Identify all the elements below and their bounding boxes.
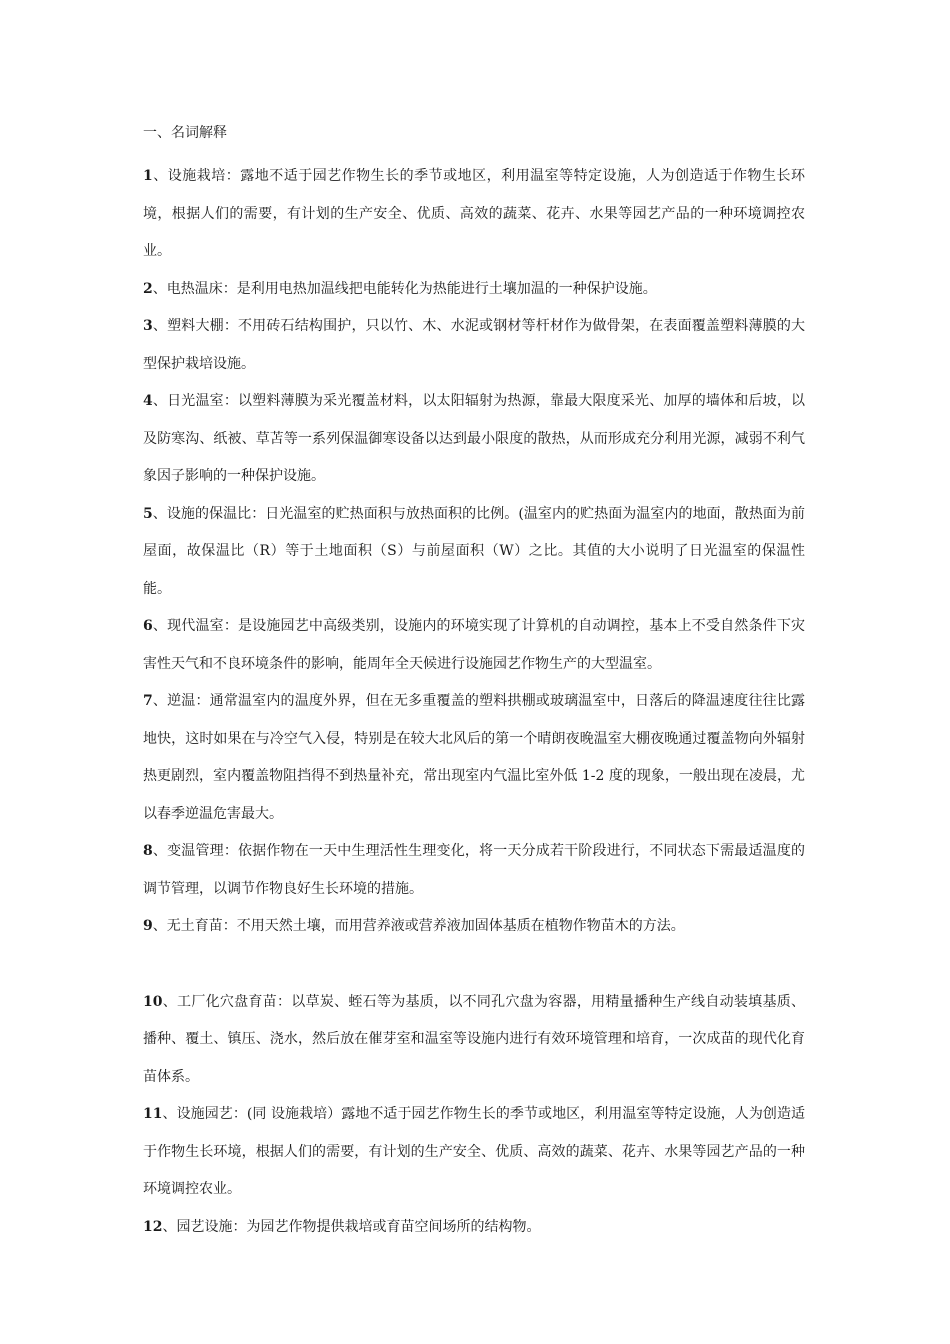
paragraph-gap [143,946,805,984]
entry-number: 5 [143,505,153,522]
definition-entry-12 [143,1209,805,1247]
entry-separator: 、 [152,843,168,859]
entry-text: 园艺设施：为园艺作物提供栽培或育苗空间场所的结构物。 [176,1218,541,1235]
document-page [143,122,805,1246]
entry-text: 设施的保温比：日光温室的贮热面积与放热面积的比例。(温室内的贮热面为温室内的地面，散热面为前屋面，故保温比（R）等于土地面积（S）与前屋面积（W）之比。其值的大小说明了日光温室的保温性能。 [143,505,805,597]
entry-text: 设施园艺：(同 设施栽培）露地不适于园艺作物生长的季节或地区，利用温室等特定设施，人为创造适于作物生长环境，根据人们的需要，有计划的生产安全、优质、高效的蔬菜、花卉、水果等园艺产品的一种环境调控农业。 [143,1106,806,1197]
definition-entry-10 [143,984,805,1097]
entry-text: 逆温：通常温室内的温度外界，但在无多重覆盖的塑料拱棚或玻璃温室中，日落后的降温速度往往比露地快，这时如果在与冷空气入侵，特别是在较大北风后的第一个晴朗夜晚温室大棚夜晚通过覆盖物向外辐射热更剧烈，室内覆盖物阻挡得不到热量补充，常出现室内气温比室外低 1-2 度的现象，一般出现在凌晨，尤以春季逆温危害最大。 [143,693,805,822]
definition-entry-7 [143,683,805,833]
entry-separator: 、 [152,693,168,709]
section-title: 一、名词解释 [143,125,227,141]
entry-text: 无土育苗：不用天然土壤，而用营养液或营养液加固体基质在植物作物苗木的方法。 [166,918,685,934]
entry-number: 9 [143,918,153,934]
definition-entry-1 [143,158,805,271]
definition-entry-8 [143,833,805,908]
definition-entry-11 [143,1096,805,1209]
definition-entry-2 [143,271,805,309]
entry-separator: 、 [162,1106,177,1122]
entry-text: 设施栽培：露地不适于园艺作物生长的季节或地区，利用温室等特定设施，人为创造适于作物生长环境，根据人们的需要，有计划的生产安全、优质、高效的蔬菜、花卉、水果等园艺产品的一种环境调控农业。 [143,168,806,259]
entry-separator: 、 [162,993,178,1010]
definition-entry-9 [143,908,805,946]
entry-text: 变温管理：依据作物在一天中生理活性生理变化，将一天分成若干阶段进行，不同状态下需最适温度的调节管理，以调节作物良好生长环境的措施。 [143,843,805,897]
entry-separator: 、 [152,168,168,184]
entry-number: 2 [143,280,153,297]
entry-number: 4 [143,393,153,409]
entry-text: 现代温室：是设施园艺中高级类别，设施内的环境实现了计算机的自动调控，基本上不受自然条件下灾害性天气和不良环境条件的影响，能周年全天候进行设施园艺作物生产的大型温室。 [143,618,805,672]
entry-separator: 、 [152,280,167,297]
entry-separator: 、 [152,318,168,334]
entry-number: 3 [143,318,153,334]
entry-number: 6 [143,618,153,634]
entry-separator: 、 [152,393,168,409]
entry-number: 11 [143,1106,163,1122]
entry-text: 日光温室：以塑料薄膜为采光覆盖材料，以太阳辐射为热源，靠最大限度采光、加厚的墙体和后坡，以及防寒沟、纸被、草苫等一系列保温御寒设备以达到最小限度的散热，从而形成充分利用光源，减弱不利气象因子影响的一种保护设施。 [143,393,805,484]
entry-number: 10 [143,993,163,1010]
entry-number: 8 [143,843,153,859]
entry-separator: 、 [152,505,167,522]
entry-separator: 、 [152,618,168,634]
entry-text: 工厂化穴盘育苗：以草炭、蛭石等为基质，以不同孔穴盘为容器，用精量播种生产线自动装填基质、播种、覆土、镇压、浇水，然后放在催芽室和温室等设施内进行有效环境管理和培育，一次成苗的现代化育苗体系。 [143,993,806,1085]
definition-entry-3 [143,308,805,383]
entry-number: 7 [143,693,153,709]
entry-separator: 、 [152,918,167,934]
definition-entry-5 [143,496,805,609]
definition-entry-6 [143,608,805,683]
entry-text: 电热温床：是利用电热加温线把电能转化为热能进行土壤加温的一种保护设施。 [166,280,657,297]
entry-number: 12 [143,1218,163,1235]
entry-number: 1 [143,168,153,184]
entry-separator: 、 [162,1218,177,1235]
entry-text: 塑料大棚：不用砖石结构围护，只以竹、木、水泥或钢材等杆材作为做骨架，在表面覆盖塑料薄膜的大型保护栽培设施。 [143,318,805,372]
definition-entry-4 [143,383,805,496]
